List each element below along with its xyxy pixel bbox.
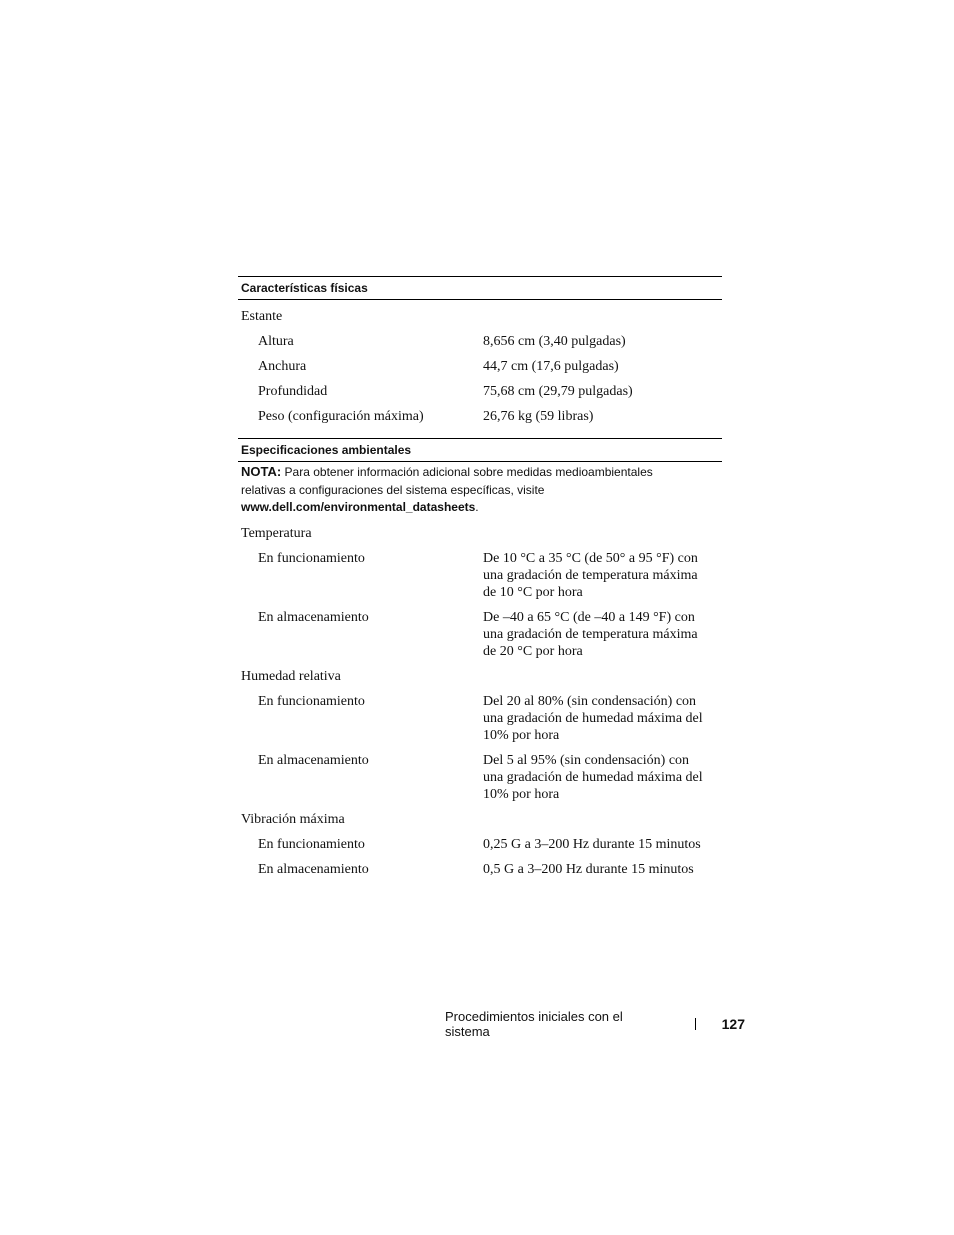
spec-row bbox=[238, 693, 722, 744]
spec-label: En funcionamiento bbox=[258, 693, 365, 709]
spec-value: Del 20 al 80% (sin condensación) con una gradación de humedad máxima del 10% por hora bbox=[483, 693, 703, 743]
spec-value: 8,656 cm (3,40 pulgadas) bbox=[483, 334, 626, 349]
spec-label: En almacenamiento bbox=[258, 861, 369, 877]
note-text: Para obtener información adicional sobre medidas medioambientales relativas a configuraciones del sistema específicas, visite bbox=[241, 465, 653, 497]
spec-value: De 10 °C a 35 °C (de 50° a 95 °F) con una gradación de temperatura máxima de 10 °C por hora bbox=[483, 550, 698, 600]
spec-label: En almacenamiento bbox=[258, 609, 369, 625]
environmental-header: Especificaciones ambientales bbox=[238, 438, 722, 462]
group-title-temperatura: Temperatura bbox=[241, 525, 312, 541]
spec-value: 44,7 cm (17,6 pulgadas) bbox=[483, 359, 619, 374]
spec-row bbox=[238, 383, 722, 400]
physical-header: Características físicas bbox=[238, 276, 722, 300]
spec-value: De –40 a 65 °C (de –40 a 149 °F) con una gradación de temperatura máxima de 20 °C por hora bbox=[483, 609, 698, 659]
spec-value: Del 5 al 95% (sin condensación) con una gradación de humedad máxima del 10% por hora bbox=[483, 752, 703, 802]
spec-label: En almacenamiento bbox=[258, 752, 369, 768]
footer-separator bbox=[695, 1018, 696, 1030]
spec-label: En funcionamiento bbox=[258, 550, 365, 566]
spec-row bbox=[238, 836, 722, 853]
note-link[interactable]: www.dell.com/environmental_datasheets bbox=[241, 500, 476, 514]
spec-value: 75,68 cm (29,79 pulgadas) bbox=[483, 384, 633, 399]
spec-value: 26,76 kg (59 libras) bbox=[483, 409, 594, 424]
spec-row bbox=[238, 358, 722, 375]
spec-row bbox=[238, 609, 722, 660]
page-number: 127 bbox=[721, 1016, 745, 1032]
note-label: NOTA: bbox=[241, 464, 282, 479]
note bbox=[238, 463, 722, 517]
spec-row bbox=[238, 333, 722, 350]
group-title-vibracion: Vibración máxima bbox=[241, 811, 345, 827]
spec-row bbox=[238, 550, 722, 601]
footer-section-title: Procedimientos iniciales con el sistema bbox=[445, 1009, 623, 1039]
spec-value: 0,5 G a 3–200 Hz durante 15 minutos bbox=[483, 861, 694, 877]
group-title-estante: Estante bbox=[241, 309, 283, 324]
spec-row bbox=[238, 408, 722, 425]
spec-label: Anchura bbox=[258, 359, 307, 374]
spec-label: En funcionamiento bbox=[258, 836, 365, 852]
spec-table bbox=[238, 276, 722, 878]
spec-label: Altura bbox=[258, 334, 294, 349]
page-footer bbox=[445, 1009, 745, 1039]
spec-label: Profundidad bbox=[258, 384, 328, 399]
group-title-humedad: Humedad relativa bbox=[241, 668, 341, 684]
spec-label: Peso (configuración máxima) bbox=[258, 409, 424, 424]
spec-value: 0,25 G a 3–200 Hz durante 15 minutos bbox=[483, 836, 701, 852]
note-end: . bbox=[475, 500, 479, 514]
spec-row bbox=[238, 752, 722, 803]
spec-row bbox=[238, 861, 722, 878]
